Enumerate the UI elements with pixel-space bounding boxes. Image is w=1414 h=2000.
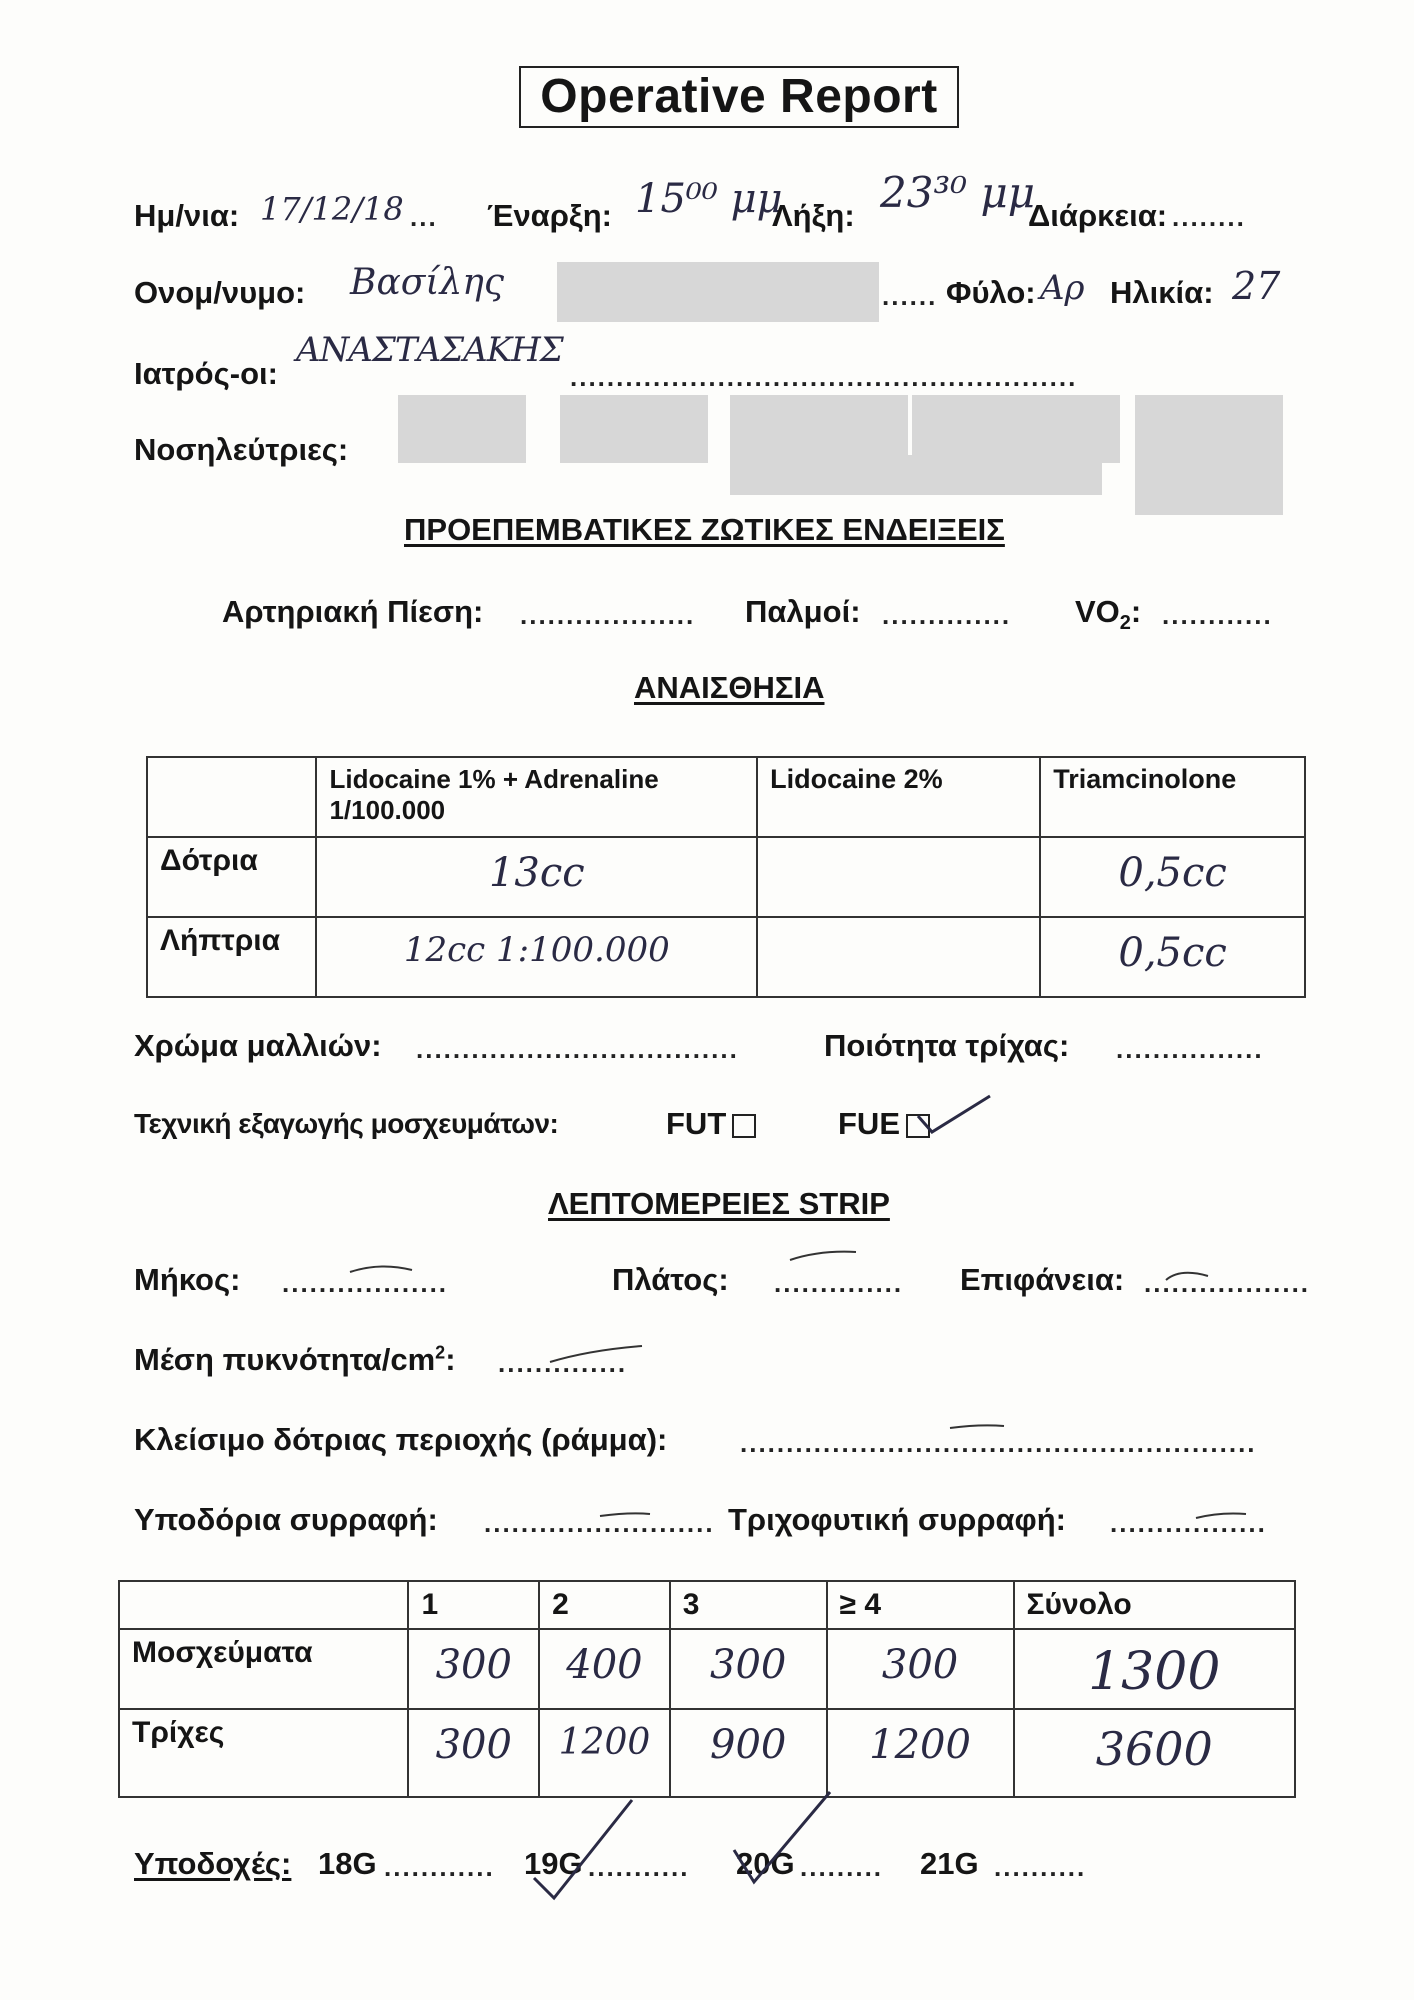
name-label: Ονομ/νυμο: <box>134 275 306 310</box>
cell-donor-triam: 0,5cc <box>1040 837 1305 917</box>
cell-grafts-1: 300 <box>408 1629 539 1709</box>
col-triamcinolone: Triamcinolone <box>1040 757 1305 837</box>
area-dots: .................. <box>1144 1268 1311 1298</box>
subcut-label: Υποδόρια συρραφή: <box>134 1502 438 1537</box>
duration-dots: ........ <box>1172 202 1246 232</box>
fut-option: FUT <box>666 1106 756 1142</box>
end-value: 23³⁰ μμ <box>880 168 1036 217</box>
needle-20g-dots: ......... <box>800 1852 884 1882</box>
col-total: Σύνολο <box>1014 1581 1295 1629</box>
cell-hairs-4: 1200 <box>827 1709 1014 1797</box>
date-label: Ημ/νια: <box>134 198 240 233</box>
needle-check-marks-icon <box>520 1790 860 1920</box>
cell-grafts-4: 300 <box>827 1629 1014 1709</box>
length-label: Μήκος: <box>134 1262 241 1297</box>
cell-recipient-lido-adr: 12cc 1:100.000 <box>316 917 757 997</box>
nurses-label: Νοσηλεύτριες: <box>134 432 349 467</box>
end-label: Λήξη: <box>772 198 855 233</box>
table-row <box>119 1629 1295 1709</box>
needle-21g-dots: .......... <box>994 1852 1087 1882</box>
trich-label: Τριχοφυτική συρραφή: <box>728 1502 1066 1537</box>
start-value: 15⁰⁰ μμ <box>635 176 783 222</box>
cell-recipient-triam: 0,5cc <box>1040 917 1305 997</box>
closure-label: Κλείσιμο δότριας περιοχής (ράμμα): <box>134 1422 668 1457</box>
anesthesia-heading: ΑΝΑΙΣΘΗΣΙΑ <box>634 670 825 705</box>
doctor-dots: ....................................................... <box>570 362 1078 392</box>
hair-quality-dots: ................ <box>1116 1034 1264 1064</box>
cell-hairs-total: 3600 <box>1014 1709 1295 1797</box>
needle-18g-dots: ............ <box>384 1852 495 1882</box>
col-4-plus: ≥ 4 <box>827 1581 1014 1629</box>
sex-label: Φύλο: <box>946 275 1036 310</box>
row-label-donor: Δότρια <box>147 837 316 917</box>
density-dots: .............. <box>498 1348 628 1378</box>
name-value: Βασίλης <box>350 262 505 303</box>
closure-dots: ........................................................ <box>740 1428 1257 1458</box>
hair-color-dots: ................................... <box>416 1034 739 1064</box>
fue-option: FUE <box>838 1106 930 1142</box>
grafts-corner-cell <box>119 1581 408 1629</box>
row-label-recipient: Λήπτρια <box>147 917 316 997</box>
col-1: 1 <box>408 1581 539 1629</box>
subcut-dots: ......................... <box>484 1508 715 1538</box>
cell-hairs-3: 900 <box>670 1709 827 1797</box>
sex-value: Αρ <box>1040 268 1085 308</box>
duration-label: Διάρκεια: <box>1028 198 1168 233</box>
pulse-label: Παλμοί: <box>745 594 861 629</box>
trich-dots: ................. <box>1110 1508 1267 1538</box>
hair-quality-label: Ποιότητα τρίχας: <box>824 1028 1070 1063</box>
cell-hairs-2: 1200 <box>539 1709 670 1797</box>
date-dots: ... <box>410 202 438 232</box>
needle-21g: 21G <box>920 1846 979 1881</box>
cell-grafts-total: 1300 <box>1014 1629 1295 1709</box>
table-row <box>119 1709 1295 1797</box>
vo2-dots: ............ <box>1162 600 1273 630</box>
grafts-header-row <box>119 1581 1295 1629</box>
area-label: Επιφάνεια: <box>960 1262 1125 1297</box>
needle-20g: 20G <box>736 1846 795 1881</box>
pulse-dots: .............. <box>882 600 1012 630</box>
needle-19g: 19G <box>524 1846 583 1881</box>
width-dots: .............. <box>774 1268 904 1298</box>
cell-donor-lido-adr: 13cc <box>316 837 757 917</box>
cell-grafts-2: 400 <box>539 1629 670 1709</box>
length-dots: .................. <box>282 1268 449 1298</box>
hair-color-label: Χρώμα μαλλιών: <box>134 1028 382 1063</box>
vo2-label: $VO_2$: <box>1075 594 1142 635</box>
col-lidocaine-2: Lidocaine 2% <box>757 757 1040 837</box>
cell-hairs-1: 300 <box>408 1709 539 1797</box>
cell-grafts-3: 300 <box>670 1629 827 1709</box>
page-title: Operative Report <box>519 66 959 128</box>
col-lidocaine-adrenaline: Lidocaine 1% + Adrenaline 1/100.000 <box>316 757 757 837</box>
name-dots: ...... <box>882 281 938 311</box>
strip-heading: ΛΕΠΤΟΜΕΡΕΙΕΣ STRIP <box>548 1186 890 1221</box>
bp-dots: ................... <box>520 600 696 630</box>
width-label: Πλάτος: <box>612 1262 729 1297</box>
age-value: 27 <box>1232 264 1281 308</box>
age-label: Ηλικία: <box>1110 275 1214 310</box>
row-label-hairs: Τρίχες <box>119 1709 408 1797</box>
vitals-heading: ΠΡΟΕΠΕΜΒΑΤΙΚΕΣ ΖΩΤΙΚΕΣ ΕΝΔΕΙΞΕΙΣ <box>404 512 1005 547</box>
col-2: 2 <box>539 1581 670 1629</box>
needle-19g-dots: ........... <box>588 1852 690 1882</box>
date-value: 17/12/18 <box>260 190 404 228</box>
start-label: Έναρξη: <box>487 198 612 233</box>
grafts-table <box>118 1580 1296 1798</box>
needle-18g: 18G <box>318 1846 377 1881</box>
bp-label: Αρτηριακή Πίεση: <box>222 594 484 629</box>
technique-label: Τεχνική εξαγωγής μοσχευμάτων: <box>134 1108 559 1139</box>
density-label: Μέση πυκνότητα/$cm^2$: <box>134 1342 456 1377</box>
col-3: 3 <box>670 1581 827 1629</box>
row-label-grafts: Μοσχεύματα <box>119 1629 408 1709</box>
needles-label: Υποδοχές: <box>134 1846 292 1881</box>
doctor-value: ΑΝΑΣΤΑΣΑΚΗΣ <box>296 330 563 370</box>
doctor-label: Ιατρός-οι: <box>134 356 278 391</box>
